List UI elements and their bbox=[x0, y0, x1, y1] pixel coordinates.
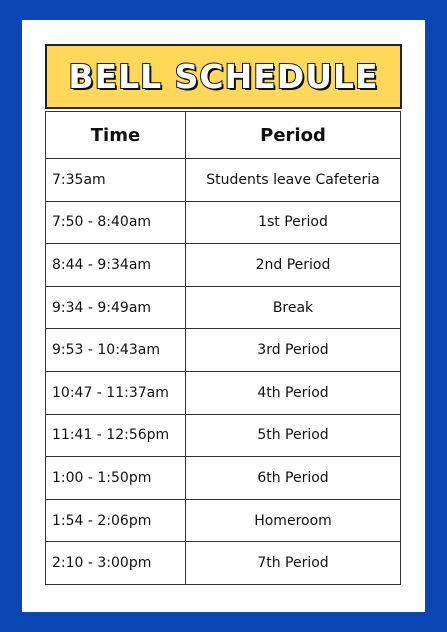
period-cell: 2nd Period bbox=[186, 244, 401, 287]
column-header-period: Period bbox=[186, 112, 401, 159]
period-cell: 3rd Period bbox=[186, 329, 401, 372]
time-cell: 10:47 - 11:37am bbox=[46, 371, 186, 414]
period-cell: Homeroom bbox=[186, 499, 401, 542]
period-cell: Break bbox=[186, 286, 401, 329]
time-cell: 8:44 - 9:34am bbox=[46, 244, 186, 287]
time-cell: 7:50 - 8:40am bbox=[46, 201, 186, 244]
period-cell: Students leave Cafeteria bbox=[186, 159, 401, 202]
time-cell: 9:34 - 9:49am bbox=[46, 286, 186, 329]
table-row bbox=[46, 371, 401, 414]
time-cell: 11:41 - 12:56pm bbox=[46, 414, 186, 457]
schedule-table bbox=[45, 111, 401, 585]
table-row bbox=[46, 244, 401, 287]
time-cell: 2:10 - 3:00pm bbox=[46, 542, 186, 585]
table-row bbox=[46, 499, 401, 542]
table-row bbox=[46, 201, 401, 244]
period-cell: 6th Period bbox=[186, 457, 401, 500]
period-cell: 7th Period bbox=[186, 542, 401, 585]
schedule-poster bbox=[22, 20, 425, 612]
time-cell: 7:35am bbox=[46, 159, 186, 202]
period-cell: 4th Period bbox=[186, 371, 401, 414]
period-cell: 1st Period bbox=[186, 201, 401, 244]
table-row bbox=[46, 286, 401, 329]
table-row bbox=[46, 457, 401, 500]
table-row bbox=[46, 329, 401, 372]
page-title: BELL SCHEDULE bbox=[68, 57, 379, 96]
time-cell: 9:53 - 10:43am bbox=[46, 329, 186, 372]
period-cell: 5th Period bbox=[186, 414, 401, 457]
header-row bbox=[46, 112, 401, 159]
time-cell: 1:54 - 2:06pm bbox=[46, 499, 186, 542]
time-cell: 1:00 - 1:50pm bbox=[46, 457, 186, 500]
table-row bbox=[46, 414, 401, 457]
table-row bbox=[46, 542, 401, 585]
title-banner bbox=[45, 44, 402, 109]
column-header-time: Time bbox=[46, 112, 186, 159]
table-row bbox=[46, 159, 401, 202]
